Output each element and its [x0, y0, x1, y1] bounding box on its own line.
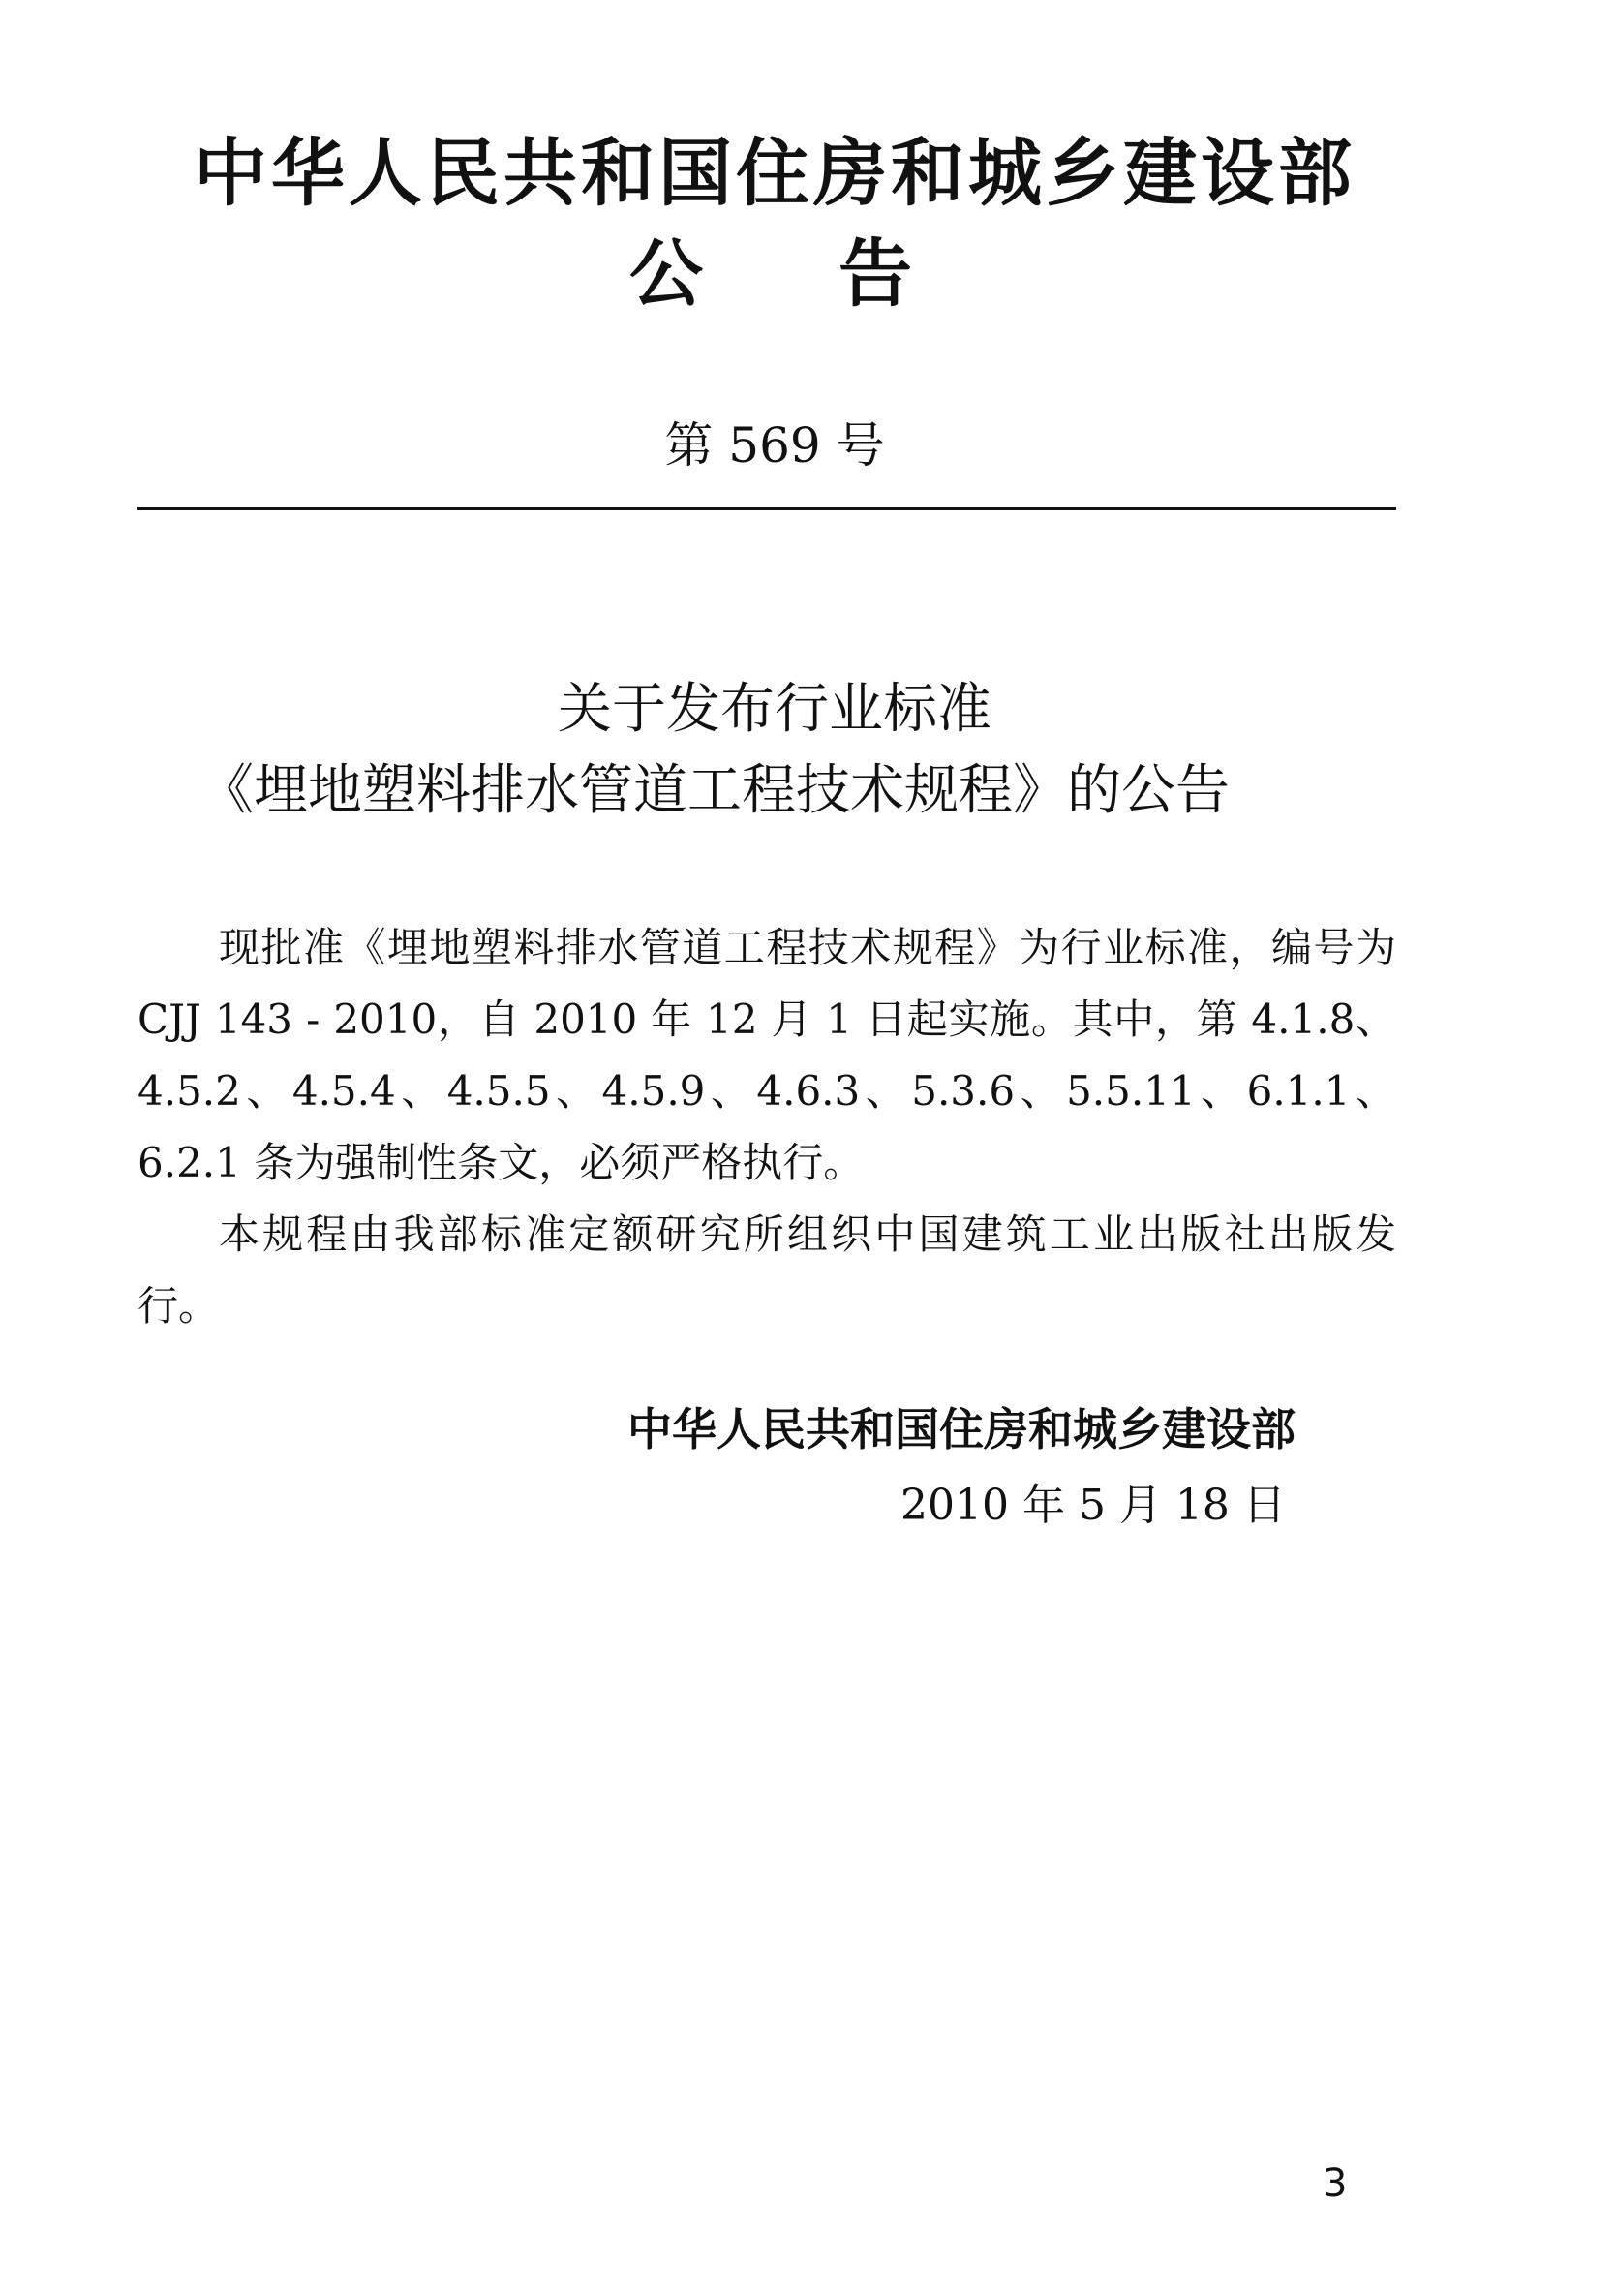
- body-paragraph-publication: 本规程由我部标准定额研究所组织中国建筑工业出版社出版发行。: [137, 1210, 1396, 1330]
- header-divider: [137, 507, 1396, 510]
- announcement-heading: [629, 215, 912, 321]
- signature-date: 2010 年 5 月 18 日: [900, 1481, 1286, 1530]
- notice-title-line2: 《埋地塑料排水管道工程技术规程》的公告: [199, 759, 1230, 822]
- announcement-number: 第 569 号: [664, 417, 885, 474]
- announcement-char-gong: 公: [629, 230, 703, 317]
- body-paragraph-approval: 现批准《埋地塑料排水管道工程技术规程》为行业标准，编号为 CJJ 143 - 2010，自 2010 年 12 月 1 日起实施。其中，第 4.1.8、4.5.2、4.5.4、4.5.5、4.5.9、4.6.3、5.3.6、5.5.11、6.1.1、6.2.1 条为强制性条文，必须严格执行。: [137, 924, 1396, 1186]
- page-number: 3: [1323, 2161, 1348, 2206]
- signature-organization: 中华人民共和国住房和城乡建设部: [627, 1403, 1296, 1455]
- announcement-char-gao: 告: [838, 230, 912, 317]
- ministry-title: 中华人民共和国住房和城乡建设部: [194, 130, 1356, 216]
- notice-title-line1: 关于发布行业标准: [558, 678, 991, 741]
